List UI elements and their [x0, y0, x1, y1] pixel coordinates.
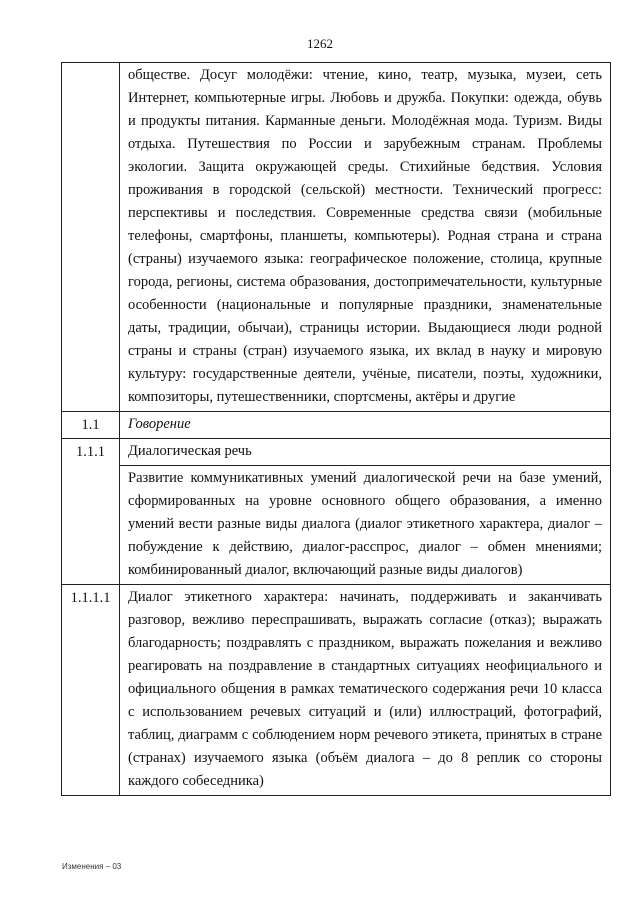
- row-text: Развитие коммуникативных умений диалогической речи на базе умений, сформированных на уровне основного общего образования, а именно умений вести разные виды диалога (диалог этикетного характера, диалог – побуждение к действию, диалог-расспрос, диалог – обмен мнениями; комбинированный диалог, включающий разные виды диалогов): [120, 466, 611, 585]
- table-row: [62, 63, 611, 412]
- page-number: 1262: [307, 36, 333, 51]
- row-number: 1.1: [62, 412, 120, 439]
- subsection-heading: Диалогическая речь: [120, 439, 611, 466]
- table-row: [62, 439, 611, 466]
- section-heading: Говорение: [120, 412, 611, 439]
- table-row: [62, 412, 611, 439]
- row-text: Диалог этикетного характера: начинать, поддерживать и заканчивать разговор, вежливо переспрашивать, выражать согласие (отказ); выражать благодарность; поздравлять с праздником, выражать пожелания и вежливо реагировать на поздравление в стандартных ситуациях неофициального и официального общения в рамках тематического содержания речи 10 класса с использованием речевых ситуаций и (или) иллюстраций, фотографий, таблиц, диаграмм с соблюдением норм речевого этикета, принятых в стране (странах) изучаемого языка (объём диалога – до 8 реплик со стороны каждого собеседника): [120, 585, 611, 796]
- content-table: [61, 62, 611, 796]
- revision-footer: Изменения – 03: [62, 862, 122, 871]
- table-row: [62, 585, 611, 796]
- row-number: 1.1.1.1: [62, 585, 120, 796]
- row-number: 1.1.1: [62, 439, 120, 585]
- row-number: [62, 63, 120, 412]
- table-row: [62, 466, 611, 585]
- row-text: обществе. Досуг молодёжи: чтение, кино, театр, музыка, музеи, сеть Интернет, компьютерные игры. Любовь и дружба. Покупки: одежда, обувь и продукты питания. Карманные деньги. Молодёжная мода. Туризм. Виды отдыха. Путешествия по России и зарубежным странам. Проблемы экологии. Защита окружающей среды. Стихийные бедствия. Условия проживания в городской (сельской) местности. Технический прогресс: перспективы и последствия. Современные средства связи (мобильные телефоны, смартфоны, планшеты, компьютеры). Родная страна и страна (страны) изучаемого языка: географическое положение, столица, крупные города, регионы, система образования, достопримечательности, культурные особенности (национальные и популярные праздники, знаменательные даты, традиции, обычаи), страницы истории. Выдающиеся люди родной страны и страны (стран) изучаемого языка, их вклад в науку и мировую культуру: государственные деятели, учёные, писатели, поэты, художники, композиторы, путешественники, спортсмены, актёры и другие: [120, 63, 611, 412]
